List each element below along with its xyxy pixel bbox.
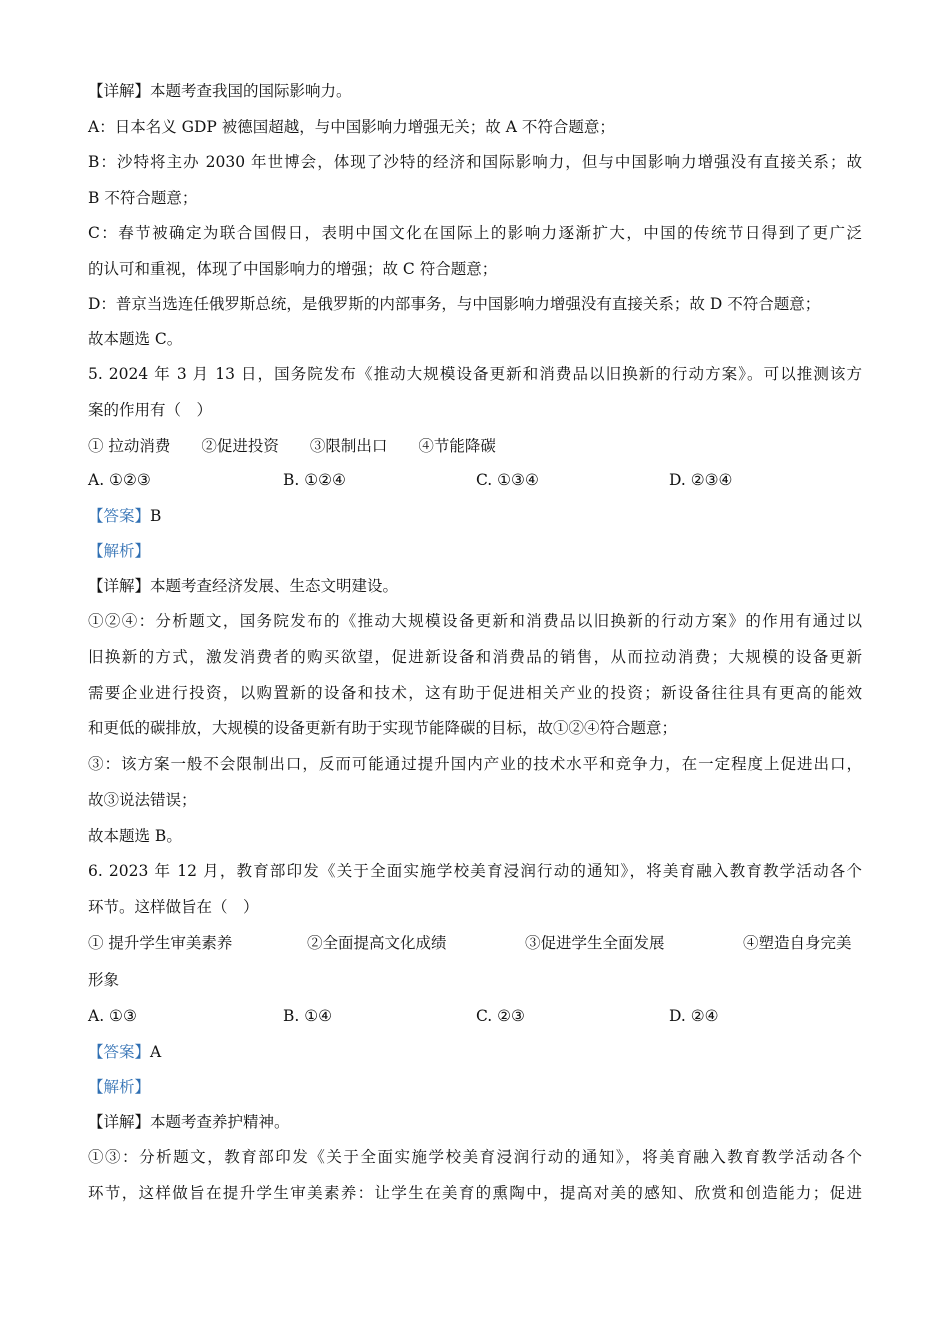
option-b: B. ①②④ <box>283 471 346 489</box>
explanation-line: 环节，这样做旨在提升学生审美素养：让学生在美育的熏陶中，提高对美的感知、欣赏和创造能力；促进 <box>88 1184 862 1202</box>
question-5-stem-cont: 案的作用有（ ） <box>88 401 213 419</box>
answer-value: B <box>150 507 162 525</box>
analysis-tag: 【解析】 <box>88 1078 151 1096</box>
explanation-line: 和更低的碳排放，大规模的设备更新有助于实现节能降碳的目标，故①②④符合题意； <box>88 719 678 737</box>
question-5-items: ① 拉动消费 ②促进投资 ③限制出口 ④节能降碳 <box>88 437 496 455</box>
option-d: D. ②③④ <box>669 471 733 489</box>
explanation-line: 的认可和重视，体现了中国影响力的增强；故 C 符合题意； <box>88 260 498 278</box>
answer-value: A <box>150 1043 162 1061</box>
question-6-item: ②全面提高文化成绩 <box>307 934 447 952</box>
question-6-stem-cont: 环节。这样做旨在（ ） <box>88 898 259 916</box>
option-c: C. ①③④ <box>476 471 539 489</box>
explanation-line: 故③说法错误； <box>88 791 197 809</box>
explanation-line: ①③：分析题文，教育部印发《关于全面实施学校美育浸润行动的通知》，将美育融入教育教学活动各个 <box>88 1148 862 1166</box>
explanation-line: D：普京当选连任俄罗斯总统，是俄罗斯的内部事务，与中国影响力增强没有直接关系；故 D 不符合题意； <box>88 295 821 313</box>
conclusion-line: 故本题选 B。 <box>88 827 182 845</box>
explanation-line: A：日本名义 GDP 被德国超越，与中国影响力增强无关；故 A 不符合题意； <box>88 118 615 136</box>
question-6-item-cont: 形象 <box>88 971 120 989</box>
option-c: C. ②③ <box>476 1007 525 1025</box>
option-a: A. ①②③ <box>88 471 151 489</box>
conclusion-line: 故本题选 C。 <box>88 330 183 348</box>
answer-tag: 【答案】 <box>88 1043 151 1061</box>
explanation-line: C：春节被确定为联合国假日，表明中国文化在国际上的影响力逐渐扩大，中国的传统节日得到了更广泛 <box>88 224 862 242</box>
explanation-line: B 不符合题意； <box>88 189 198 207</box>
option-d: D. ②④ <box>669 1007 719 1025</box>
answer-line <box>88 505 862 527</box>
question-6-item: ③促进学生全面发展 <box>525 934 665 952</box>
detail-line: 【详解】本题考查养护精神。 <box>88 1113 290 1131</box>
question-6-item: ④塑造自身完美 <box>743 934 852 952</box>
explanation-line: ①②④：分析题文，国务院发布的《推动大规模设备更新和消费品以旧换新的行动方案》的作用有通过以 <box>88 612 862 630</box>
option-b: B. ①④ <box>283 1007 333 1025</box>
question-5-stem: 5. 2024 年 3 月 13 日，国务院发布《推动大规模设备更新和消费品以旧换新的行动方案》。可以推测该方 <box>88 365 862 383</box>
answer-tag: 【答案】 <box>88 507 151 525</box>
question-6-stem: 6. 2023 年 12 月，教育部印发《关于全面实施学校美育浸润行动的通知》，将美育融入教育教学活动各个 <box>88 862 862 880</box>
detail-line: 【详解】本题考查经济发展、生态文明建设。 <box>88 577 399 595</box>
explanation-line: B：沙特将主办 2030 年世博会，体现了沙特的经济和国际影响力，但与中国影响力增强没有直接关系；故 <box>88 153 862 171</box>
explanation-line: 需要企业进行投资，以购置新的设备和技术，这有助于促进相关产业的投资；新设备往往具有更高的能效 <box>88 684 862 702</box>
analysis-tag: 【解析】 <box>88 542 151 560</box>
explanation-line: ③：该方案一般不会限制出口，反而可能通过提升国内产业的技术水平和竞争力，在一定程度上促进出口， <box>88 755 862 773</box>
explanation-line: 旧换新的方式，激发消费者的购买欲望，促进新设备和消费品的销售，从而拉动消费；大规模的设备更新 <box>88 648 862 666</box>
option-a: A. ①③ <box>88 1007 137 1025</box>
detail-line: 【详解】本题考查我国的国际影响力。 <box>88 82 352 100</box>
answer-line <box>88 1041 862 1063</box>
question-6-item: ① 提升学生审美素养 <box>88 934 233 952</box>
